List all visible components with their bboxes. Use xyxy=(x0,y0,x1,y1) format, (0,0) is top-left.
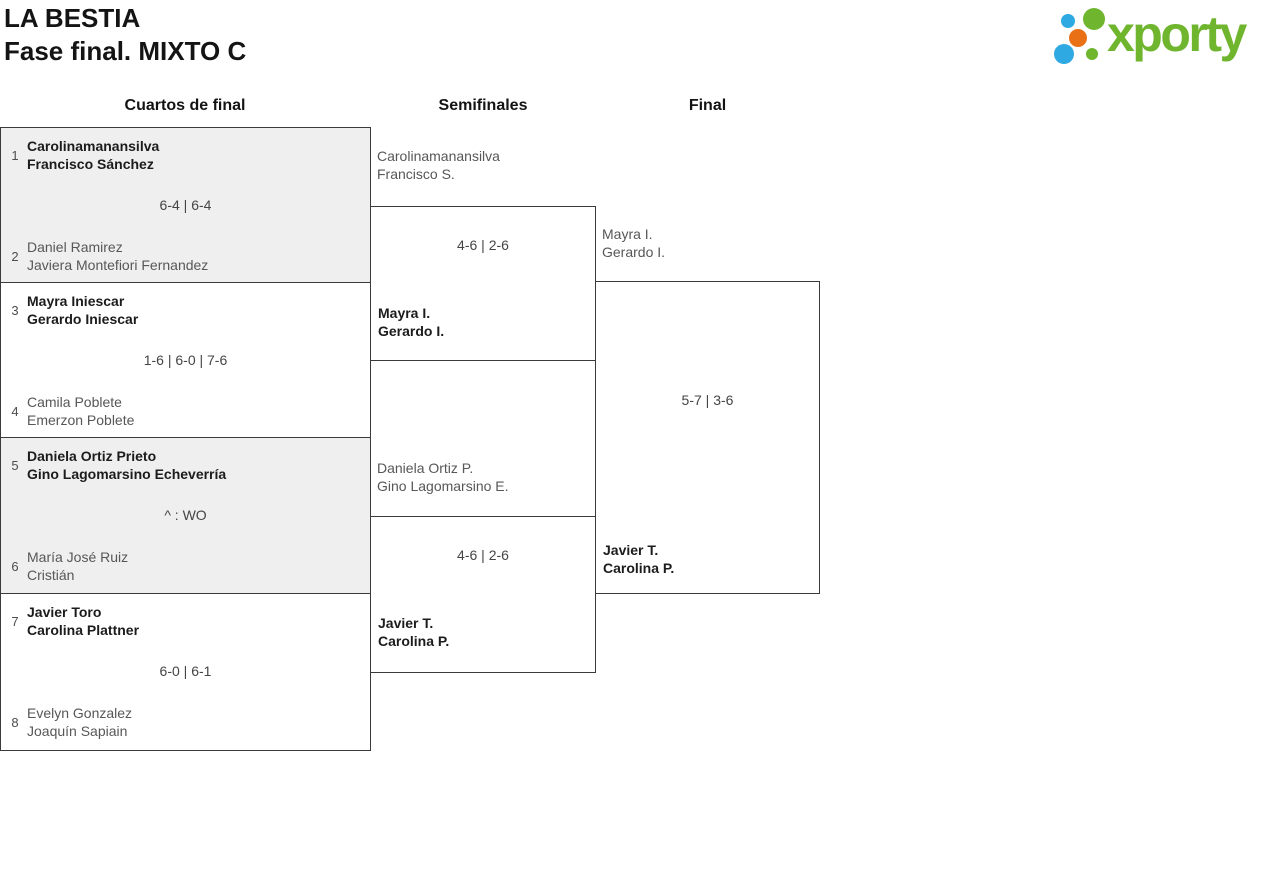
team-name-line: Francisco S. xyxy=(377,166,455,182)
team-name-line: Javier T. xyxy=(378,615,434,631)
team-name-line: Javier Toro xyxy=(27,604,102,620)
seed-number: 8 xyxy=(11,714,19,730)
team-name-line: Javier T. xyxy=(603,542,659,558)
team-name-line: Javiera Montefiori Fernandez xyxy=(27,257,209,273)
team-names xyxy=(27,292,138,328)
team-name-line: Mayra Iniescar xyxy=(27,293,125,309)
semifinal-match-1[interactable] xyxy=(370,206,596,361)
team-row xyxy=(6,137,356,173)
advancing-team-label xyxy=(602,225,665,261)
quarterfinal-match-1[interactable] xyxy=(0,127,371,283)
quarterfinal-match-4[interactable] xyxy=(0,593,371,751)
team-row xyxy=(6,238,356,274)
final-match[interactable] xyxy=(595,281,820,594)
team-name-line: Joaquín Sapiain xyxy=(27,723,128,739)
team-row xyxy=(6,447,356,483)
quarterfinal-match-3[interactable] xyxy=(0,437,371,594)
match-score: 5-7 | 3-6 xyxy=(681,392,734,408)
match-score: 6-0 | 6-1 xyxy=(159,663,212,679)
seed-number: 5 xyxy=(11,457,19,473)
logo-dot-blue-big-icon xyxy=(1054,44,1074,64)
team-name-line: Gino Lagomarsino Echeverría xyxy=(27,466,227,482)
logo-dot-green-small-icon xyxy=(1086,48,1098,60)
team-name-line: Daniela Ortiz Prieto xyxy=(27,448,157,464)
team-names xyxy=(27,238,208,274)
team-name-line: Carolina P. xyxy=(603,560,675,576)
logo-wordmark: xporty xyxy=(1107,6,1245,62)
team-names xyxy=(27,137,159,173)
team-name-line: Carolinamanansilva xyxy=(27,138,160,154)
team-names xyxy=(27,704,132,740)
team-names xyxy=(27,603,139,639)
team-name-line: María José Ruiz xyxy=(27,549,129,565)
seed-number: 3 xyxy=(11,302,19,318)
match-score: 6-4 | 6-4 xyxy=(159,197,212,213)
team-row xyxy=(6,292,356,328)
seed-number: 4 xyxy=(11,403,19,419)
logo-dot-green-big-icon xyxy=(1083,8,1105,30)
logo-dot-blue-small-icon xyxy=(1061,14,1075,28)
team-row xyxy=(6,393,356,429)
team-name-line: Gerardo I. xyxy=(378,323,445,339)
xporty-logo xyxy=(1050,0,1276,72)
team-name-line: Camila Poblete xyxy=(27,394,122,410)
team-names xyxy=(378,614,449,650)
header-title-block xyxy=(4,2,246,68)
team-name-line: Gerardo I. xyxy=(602,244,666,260)
team-name-line: Carolina Plattner xyxy=(27,622,140,638)
team-name-line: Cristián xyxy=(27,567,75,583)
column-header-semifinals: Semifinales xyxy=(438,97,528,114)
team-names xyxy=(27,548,128,584)
advancing-team-label xyxy=(377,147,500,183)
match-score: 4-6 | 2-6 xyxy=(457,237,509,253)
phase-subtitle: Fase final. MIXTO C xyxy=(4,36,247,66)
seed-number: 2 xyxy=(11,248,19,264)
team-name-line: Carolina P. xyxy=(378,633,450,649)
team-name-line: Evelyn Gonzalez xyxy=(27,705,133,721)
match-score: 4-6 | 2-6 xyxy=(457,547,509,563)
tournament-title: LA BESTIA xyxy=(4,3,141,33)
team-names xyxy=(378,304,444,340)
seed-number: 1 xyxy=(11,147,19,163)
quarterfinal-match-2[interactable] xyxy=(0,282,371,438)
team-row xyxy=(6,704,356,740)
team-name-line: Mayra I. xyxy=(602,226,653,242)
team-name-line: Carolinamanansilva xyxy=(377,148,500,164)
team-name-line: Gerardo Iniescar xyxy=(27,311,139,327)
team-name-line: Francisco Sánchez xyxy=(27,156,154,172)
column-header-final: Final xyxy=(688,97,727,114)
advancing-team-label xyxy=(377,459,509,495)
team-name-line: Mayra I. xyxy=(378,305,431,321)
team-names xyxy=(27,393,134,429)
team-name-line: Daniela Ortiz P. xyxy=(377,460,474,476)
semifinal-match-2[interactable] xyxy=(370,516,596,673)
team-name-line: Gino Lagomarsino E. xyxy=(377,478,509,494)
team-row xyxy=(6,548,356,584)
match-score: ^ : WO xyxy=(164,507,207,523)
team-name-line: Emerzon Poblete xyxy=(27,412,135,428)
match-score: 1-6 | 6-0 | 7-6 xyxy=(143,352,228,368)
seed-number: 6 xyxy=(11,558,19,574)
team-names xyxy=(603,541,674,577)
team-names xyxy=(27,447,226,483)
column-header-quarterfinals: Cuartos de final xyxy=(124,97,246,114)
team-name-line: Daniel Ramirez xyxy=(27,239,123,255)
seed-number: 7 xyxy=(11,613,19,629)
logo-dot-orange-icon xyxy=(1069,29,1087,47)
team-row xyxy=(6,603,356,639)
